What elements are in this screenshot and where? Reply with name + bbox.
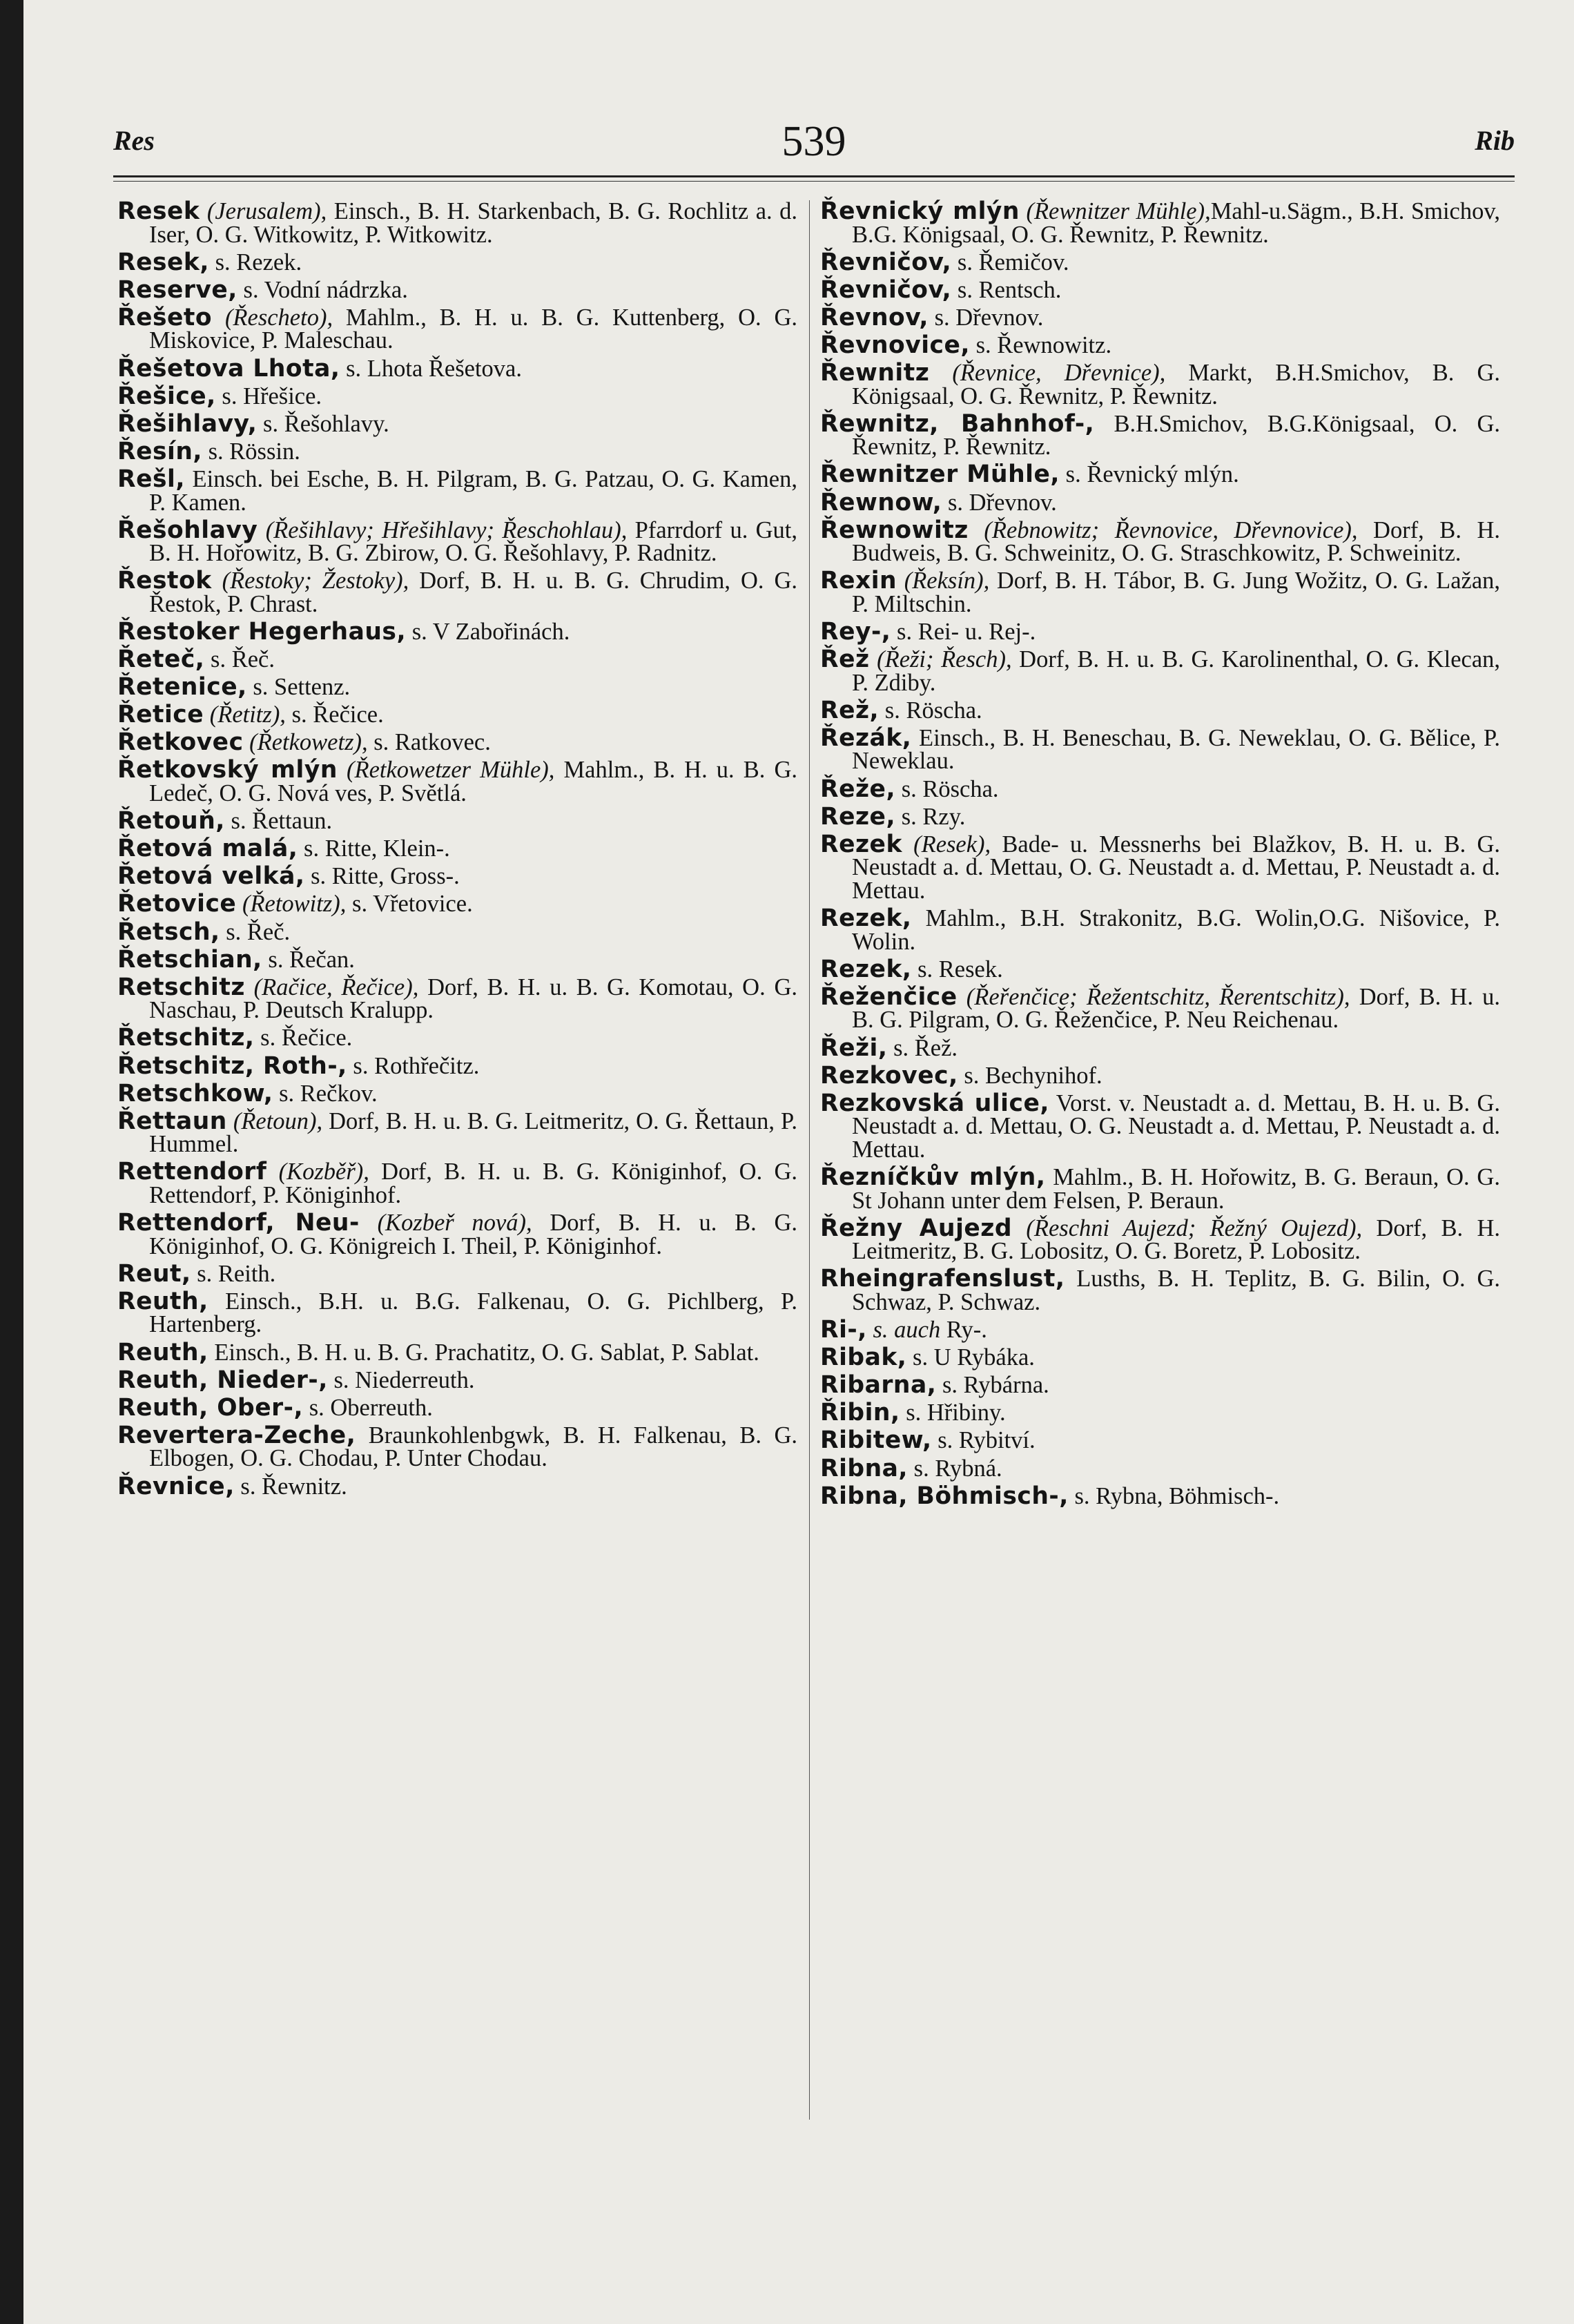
entry-text: s. Dřevnov. (942, 489, 1057, 516)
entry (820, 1265, 1500, 1315)
entry-text: Einsch. bei Esche, B. H. Pilgram, B. G. Patzau, O. G. Kamen, P. Kamen. (149, 465, 797, 516)
entry (117, 648, 797, 672)
entry (117, 382, 797, 410)
entry-text: Dorf, B. H. u. B. G. Chrudim, O. G. Řestok, P. Chrast. (149, 568, 797, 617)
entry (820, 1399, 1500, 1427)
entry (820, 648, 1500, 695)
entry-headword: Reuth, (117, 1287, 208, 1315)
entry-headword: Řeže, (820, 775, 896, 803)
entry-headword: Řetouň, (117, 807, 225, 835)
entry-headword: Řeženčice (820, 982, 958, 1011)
entry-text: s. Řečice. (254, 1025, 353, 1052)
entry-variant: (Řebnowitz; Řevnovice, Dřevnovice), (984, 516, 1358, 543)
page-number: 539 (781, 118, 846, 165)
entry-variant: (Řetkowetz), (249, 729, 368, 756)
entry-text: s. Rybná. (908, 1455, 1002, 1482)
entry (820, 488, 1500, 516)
entry-headword: Reserve, (117, 275, 237, 304)
entry (820, 197, 1500, 248)
entry-text: s. Oberreuth. (303, 1394, 433, 1421)
entry-headword: Ribna, (820, 1454, 909, 1482)
entry-text: Einsch., B. H. u. B. G. Prachatitz, O. G. Sablat, P. Sablat. (208, 1339, 759, 1366)
entry-headword: Řewnitzer Mühle, (820, 461, 1060, 489)
entry (117, 973, 797, 1024)
entry-headword: Rezek, (820, 904, 912, 933)
entry-text: s. Rybna, Böhmisch-. (1068, 1482, 1280, 1509)
entry (820, 1034, 1500, 1062)
entry (117, 409, 797, 438)
entry-variant: (Řevnice, Dřevnice), (952, 360, 1166, 387)
entry-text: Dorf, B. H. u. B. G. Pilgram, O. G. Řeženčice, P. Neu Reichenau. (852, 983, 1500, 1034)
entry-variant: s. auch (873, 1317, 941, 1344)
entry-text: s. Röscha. (879, 697, 982, 724)
entry (117, 1259, 797, 1288)
entry (820, 1454, 1500, 1482)
entry-variant: (Jerusalem), (206, 198, 327, 224)
entry-headword: Retschkow, (117, 1079, 273, 1107)
entry-text: s. Vřetovice. (346, 891, 473, 918)
entry-headword: Řewnitz, Bahnhof-, (820, 409, 1095, 438)
entry-headword: Řevničov, (820, 248, 952, 276)
entry-text: Mahl-u.Sägm., B.H. Smichov, B.G. Königsaal, O. G. Řewnitz, P. Řewnitz. (852, 198, 1500, 248)
entry-headword: Řevnovice, (820, 331, 970, 359)
entry-text: Einsch., B.H. u. B.G. Falkenau, O. G. Pichlberg, P. Hartenberg. (149, 1288, 797, 1338)
entry-text: s. U Rybáka. (906, 1344, 1035, 1371)
entry (117, 1024, 797, 1052)
entry (820, 982, 1500, 1034)
header-rule-thin (113, 181, 1515, 182)
entry (820, 1163, 1500, 1214)
entry (117, 437, 797, 465)
entry-headword: Řesín, (117, 437, 202, 465)
entry (117, 1158, 797, 1208)
entry-headword: Řevnice, (117, 1472, 235, 1500)
entry (820, 1061, 1500, 1090)
entry-text: s. Řešohlavy. (257, 410, 389, 437)
entry (820, 567, 1501, 617)
entry-headword: Řewnowitz (820, 516, 969, 544)
entry-text: s. Řeč. (204, 646, 275, 673)
header-rule (113, 175, 1515, 177)
entry-headword: Ribitew, (820, 1426, 932, 1455)
entry-headword: Řewnitz (820, 359, 930, 387)
entry-variant: (Resek), (913, 831, 991, 858)
entry-headword: Řevničov, (820, 275, 952, 304)
entry (820, 1346, 1500, 1370)
entry-text: s. Řewnowitz. (970, 331, 1112, 358)
entry-text: Bade- u. Messnerhs bei Blažkov, B. H. u. B. G. Neustadt a. d. Mettau, O. G. Neustadt a. d. Mettau, P. Neustadt a. d. Mettau. (852, 831, 1500, 904)
entry (117, 1366, 797, 1394)
entry-headword: Řetsch, (117, 918, 220, 946)
entry-text: Dorf, B. H. u. B. G. Komotau, O. G. Naschau, P. Deutsch Kralupp. (149, 974, 797, 1024)
entry-variant: (Řeřenčice; Řežentschitz, Řerentschitz), (966, 983, 1350, 1010)
entry (820, 1371, 1500, 1400)
entry-headword: Řetenice, (117, 673, 247, 701)
entry-headword: Řettaun (117, 1107, 227, 1135)
entry-variant: (Řeži; Řesch), (877, 646, 1012, 673)
entry (117, 890, 797, 918)
entry-headword: Řestoker Hegerhaus, (117, 618, 407, 646)
dictionary-page (23, 0, 1574, 2324)
entry-text: s. Röscha. (895, 775, 999, 802)
entry-text: s. Řemičov. (951, 249, 1069, 275)
entry-text: Dorf, B. H. Budweis, B. G. Schweinitz, O. G. Straschkowitz, P. Schweinitz. (852, 516, 1500, 567)
column-divider (809, 200, 810, 2120)
entry-text: Mahlm., B. H. u. B. G. Kuttenberg, O. G. Miskovice, P. Maleschau. (149, 304, 798, 354)
entry (820, 463, 1500, 487)
entry-headword: Řešetova Lhota, (117, 354, 340, 383)
entry (117, 303, 798, 354)
entry-headword: Řešeto (117, 303, 213, 331)
entry-text: s. Ritte, Gross-. (304, 863, 460, 890)
entry-text: s. Hřešice. (215, 383, 322, 409)
entry-headword: Řetschitz, (117, 1024, 255, 1052)
right-column (820, 197, 1501, 1513)
entry (117, 1472, 797, 1500)
entry-headword: Ribak, (820, 1344, 907, 1372)
entry-headword: Řezníčkův mlýn, (820, 1163, 1046, 1191)
entry-text: s. Dřevnov. (929, 304, 1044, 331)
left-column (117, 197, 798, 1503)
entry-variant: (Řescheto), (224, 304, 333, 331)
entry-text: s. Rečkov. (273, 1080, 378, 1107)
entry-text: Dorf, B. H. Tábor, B. G. Jung Wožitz, O. G. Lažan, P. Miltschin. (852, 568, 1501, 617)
entry (820, 303, 1500, 331)
entry-text: s. Rei- u. Rej-. (891, 619, 1036, 645)
entry-headword: Revertera-Zeche, (117, 1421, 356, 1449)
entry-text: s. Resek. (911, 956, 1003, 982)
entry-headword: Rexin (820, 567, 897, 595)
entry-text: Lusths, B. H. Teplitz, B. G. Bilin, O. G. Schwaz, P. Schwaz. (852, 1266, 1500, 1315)
entry-variant: (Řestoky; Žestoky), (222, 568, 409, 594)
entry-text: s. Bechynihof. (958, 1062, 1102, 1089)
entry-headword: Rezkovská ulice, (820, 1089, 1049, 1117)
entry-text: s. Rybitví. (931, 1427, 1036, 1454)
entry-text: s. Niederreuth. (327, 1366, 475, 1393)
entry-text: s. V Zabořinách. (406, 619, 570, 645)
entry (117, 756, 797, 807)
entry-headword: Ri-, (820, 1316, 867, 1344)
entry (117, 1052, 797, 1080)
entry-headword: Retschitz (117, 973, 245, 1001)
entry-text: s. Rybárna. (936, 1372, 1049, 1399)
entry (820, 359, 1500, 409)
entry-headword: Ribna, Böhmisch-, (820, 1482, 1069, 1510)
entry (820, 802, 1500, 831)
entry (820, 409, 1501, 461)
entry-text: Markt, B.H.Smichov, B. G. Königsaal, O. G. Řewnitz, P. Řewnitz. (852, 360, 1500, 409)
entry-text: B.H.Smichov, B.G.Königsaal, O. G. Řewnitz, P. Řewnitz. (852, 410, 1501, 461)
entry (117, 618, 797, 646)
entry-headword: Řetkovský mlýn (117, 756, 338, 784)
entry-text: Einsch., B. H. Beneschau, B. G. Neweklau, O. G. Bělice, P. Neweklau. (852, 724, 1500, 775)
entry (117, 567, 797, 617)
entry-headword: Rezek, (820, 955, 912, 983)
entry-text: s. Řeč. (220, 918, 291, 945)
entry-headword: Řevnov, (820, 303, 929, 331)
entry-text: Ry-. (940, 1317, 987, 1344)
entry-text: Dorf, B. H. u. B. G. Königinhof, O. G. Königreich I. Theil, P. Königinhof. (149, 1210, 798, 1259)
entry-text: s. Řettaun. (224, 808, 333, 835)
entry-text: s. Rentsch. (951, 276, 1062, 303)
entry (820, 724, 1500, 775)
entry-variant: (Řešihlavy; Hřešihlavy; Řeschohlau), (265, 516, 628, 543)
entry-variant: (Račice, Řečice), (253, 974, 419, 1000)
entry (117, 918, 797, 946)
entry-headword: Reuth, (117, 1338, 208, 1366)
entry-headword: Reze, (820, 802, 896, 831)
entry-headword: Rezkovec, (820, 1061, 958, 1090)
entry (117, 275, 797, 304)
entry-headword: Řetschian, (117, 945, 262, 974)
entry-headword: Řibin, (820, 1399, 900, 1427)
entry-text: Dorf, B. H. u. B. G. Königinhof, O. G. Rettendorf, P. Königinhof. (149, 1159, 797, 1208)
entry-headword: Rešl, (117, 465, 185, 493)
entry-headword: Řetová malá, (117, 835, 298, 863)
entry-headword: Rež, (820, 696, 880, 724)
entry-text: s. Hřibiny. (900, 1400, 1006, 1426)
entry-text: s. Reith. (191, 1260, 276, 1287)
entry-text: s. Řewnitz. (234, 1473, 347, 1500)
entry-headword: Rettendorf (117, 1158, 267, 1186)
entry (820, 1089, 1500, 1163)
entry-headword: Řezák, (820, 724, 912, 752)
entry (820, 1316, 1500, 1344)
entry-text: s. Řečan. (262, 946, 355, 973)
entry-text: s. Rzy. (895, 803, 966, 830)
entry-text: Mahlm., B. H. Hořowitz, B. G. Beraun, O. G. St Johann unter dem Felsen, P. Beraun. (852, 1163, 1500, 1214)
entry (117, 354, 797, 383)
entry-headword: Rezek (820, 830, 902, 858)
entry-variant: (Řetoun), (233, 1107, 323, 1134)
entry (820, 904, 1500, 955)
entry-text: Vorst. v. Neustadt a. d. Mettau, B. H. u. B. G. Neustadt a. d. Mettau, O. G. Neustadt a. d. Mettau, P. Neustadt a. d. Mettau. (852, 1090, 1500, 1163)
entry-headword: Řešohlavy (117, 516, 258, 544)
entry (117, 1079, 797, 1107)
entry-headword: Řešihlavy, (117, 409, 258, 438)
entry-text: Dorf, B. H. u. B. G. Karolinenthal, O. G. Klecan, P. Zdiby. (852, 646, 1501, 696)
entry-headword: Řetovice (117, 890, 237, 918)
entry-headword: Řevnický mlýn (820, 197, 1020, 225)
entry-text: s. Ratkovec. (367, 729, 491, 756)
entry (117, 1338, 797, 1366)
entry-headword: Reut, (117, 1259, 191, 1288)
entry (117, 673, 797, 701)
entry (820, 275, 1500, 304)
entry-variant: (Kozbeř nová), (377, 1210, 532, 1237)
entry-variant: (Řewnitzer Mühle), (1026, 198, 1211, 224)
entry-text: Dorf, B. H. Leitmeritz, B. G. Lobositz, O. G. Boretz, P. Lobositz. (852, 1214, 1500, 1265)
entry (117, 1393, 797, 1422)
entry-headword: Resek, (117, 248, 209, 276)
entry-headword: Řestok (117, 567, 212, 595)
entry-headword: Rheingrafenslust, (820, 1265, 1065, 1293)
entry-headword: Reuth, Nieder-, (117, 1366, 328, 1394)
entry-headword: Rey-, (820, 618, 891, 646)
entry-headword: Ribarna, (820, 1371, 937, 1400)
entry-text: Mahlm., B.H. Strakonitz, B.G. Wolin,O.G. Nišovice, P. Wolin. (852, 905, 1500, 955)
entry (820, 1482, 1500, 1510)
entry (117, 248, 797, 276)
entry-text: s. Rezek. (208, 249, 302, 275)
entry (117, 701, 797, 729)
entry-headword: Rettendorf, Neu- (117, 1209, 360, 1237)
entry (820, 516, 1500, 567)
entry-headword: Reuth, Ober-, (117, 1393, 304, 1422)
entry-variant: (Řetowitz), (242, 891, 347, 918)
entry (117, 1107, 798, 1158)
entry-headword: Řešice, (117, 382, 216, 410)
entry (820, 1214, 1500, 1265)
entry (820, 248, 1500, 276)
entry-headword: Řetschitz, Roth-, (117, 1052, 347, 1080)
entry (820, 696, 1500, 724)
entry-variant: (Řeschni Aujezd; Řežný Oujezd), (1026, 1214, 1363, 1241)
entry-headword: Řežny Aujezd (820, 1214, 1013, 1242)
entry-text: s. Settenz. (246, 674, 351, 701)
entry-variant: (Řeksín), (904, 568, 990, 594)
entry-variant: (Kozběř), (278, 1159, 369, 1185)
entry-headword: Řetice (117, 701, 204, 729)
entry-text: s. Rössin. (202, 438, 300, 465)
entry (820, 775, 1500, 803)
entry-headword: Řewnow, (820, 488, 942, 516)
entry-text: s. Vodní nádrzka. (237, 276, 408, 303)
entry-text: s. Ritte, Klein-. (298, 835, 450, 862)
entry-text: Dorf, B. H. u. B. G. Leitmeritz, O. G. Řettaun, P. Hummel. (149, 1107, 798, 1158)
entry (820, 1426, 1500, 1455)
entry-headword: Řetová velká, (117, 862, 305, 891)
entry (117, 945, 797, 974)
entry-headword: Resek (117, 197, 200, 225)
entry (117, 516, 798, 567)
page-header (113, 117, 1515, 180)
header-right-guideword: Rib (1475, 125, 1515, 156)
entry-headword: Řeži, (820, 1034, 888, 1062)
entry-text: Pfarrdorf u. Gut, B. H. Hořowitz, B. G. Zbirow, O. G. Řešohlavy, P. Radnitz. (149, 516, 798, 567)
entry (820, 618, 1500, 646)
entry-variant: (Řetkowetzer Mühle), (347, 757, 555, 784)
entry (117, 197, 798, 248)
entry-headword: Řeteč, (117, 646, 205, 674)
entry-text: s. Řevnický mlýn. (1060, 461, 1239, 488)
entry-text: Braunkohlenbgwk, B. H. Falkenau, B. G. Elbogen, O. G. Chodau, P. Unter Chodau. (149, 1422, 797, 1472)
entry (820, 331, 1500, 359)
entry-headword: Řetkovec (117, 728, 244, 757)
entry-text: s. Rothřečitz. (347, 1052, 480, 1079)
entry (117, 1287, 797, 1338)
entry-text: Mahlm., B. H. u. B. G. Ledeč, O. G. Nová ves, P. Světlá. (149, 757, 797, 807)
entry (117, 807, 797, 835)
entry-text: s. Lhota Řešetova. (340, 355, 522, 382)
entry (117, 465, 797, 516)
entry (117, 862, 797, 891)
entry (820, 830, 1500, 904)
entry-headword: Řež (820, 646, 870, 674)
entry-text: s. Řež. (887, 1034, 958, 1061)
entry (117, 1209, 798, 1259)
entry-text: Einsch., B. H. Starkenbach, B. G. Rochlitz a. d. Iser, O. G. Witkowitz, P. Witkowitz. (149, 198, 798, 248)
entry (117, 1421, 797, 1472)
entry (820, 955, 1500, 983)
header-left-guideword: Res (113, 125, 155, 156)
entry (117, 728, 797, 757)
entry-text: s. Řečice. (285, 701, 384, 728)
entry (117, 837, 797, 861)
entry-variant: (Řetitz), (209, 701, 286, 728)
